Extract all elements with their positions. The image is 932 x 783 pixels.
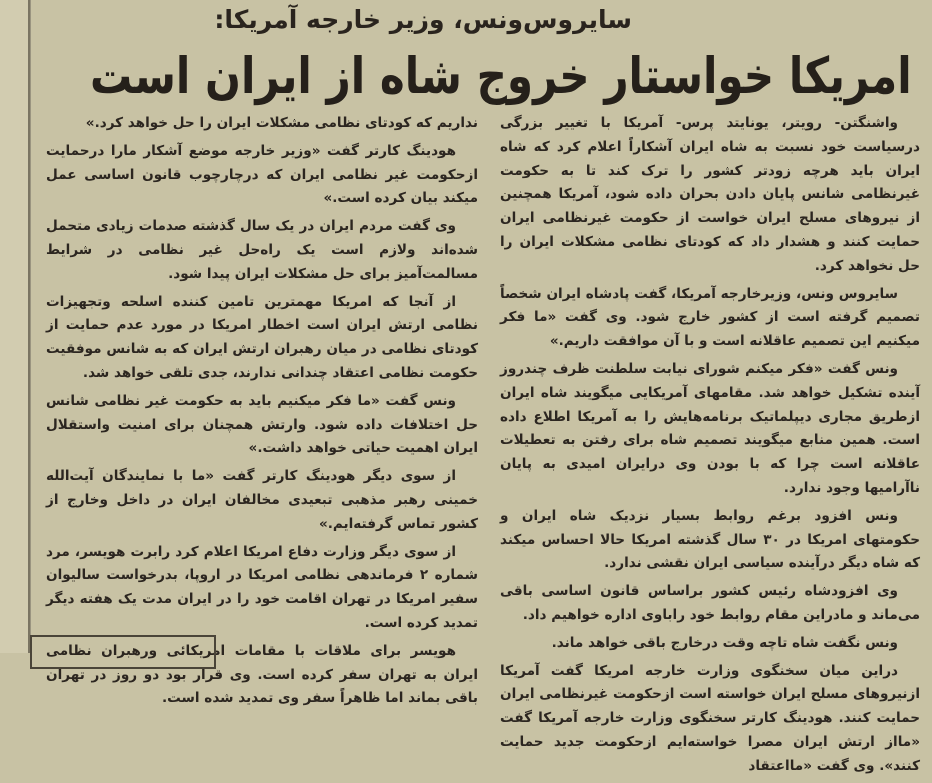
- adjacent-column-strip: [0, 0, 31, 653]
- paragraph: واشنگتن- رویتر، یونایتد پرس- آمریکا با تغییر بزرگی درسیاست خود نسبت به شاه ایران آشکاراً اعلام کرد که شاه ایران باید هرچه زودتر کشور را ترک کند تا به حکومت غیرنظامی شانس پایان دادن بحران داده شود، آمریکا همچنین از نیروهای مسلح ایران خواست از حکومت غیرنظامی ایران حمایت کنند و هشدار داد که کودتای نظامی مشکلات ایران را حل نخواهد کرد.: [500, 115, 920, 274]
- paragraph: از آنجا که امریکا مهمترین تامین کننده اسلحه وتجهیزات نظامی ارتش ایران است اخطار امریکا در مورد عدم حمایت از کودتای نظامی در میان رهبران ارتش ایران که به شانس موفقیت حکومت نظامی اعتقاد چندانی ندارند، جدی تلقی خواهد شد.: [46, 293, 478, 381]
- paragraph: ونس نگفت شاه تاچه وقت درخارج باقی خواهد ماند.: [551, 634, 898, 651]
- paragraph: ونس افزود برغم روابط بسیار نزدیک شاه ایران و حکومتهای امریکا در ۳۰ سال گذشته امریکا حالا احساس میکند که شاه دیگر درآینده سیاسی ایران نقشی ندارد.: [500, 507, 920, 572]
- paragraph: وی افزودشاه رئیس کشور براساس قانون اساسی باقی می‌ماند و مادراین مقام روابط خود راباوی اداره خواهیم داد.: [500, 583, 920, 623]
- left-column: [46, 112, 478, 715]
- paragraph: ونس گفت «فکر میکنم شورای نیابت سلطنت ظرف چندروز آینده تشکیل خواهد شد. مقامهای آمریکایی میگویند شاه ایران ازطریق مجاری دیپلماتیک برنامه‌هایش را به آمریکا اطلاع داده است. همین منابع میگویند تصمیم شاه برای رفتن به تعطیلات عاقلانه است چرا که با بودن وی درایران امیدی به پایان ناآرامیها وجود ندارد.: [500, 360, 920, 496]
- paragraph: از سوی دیگر وزارت دفاع امریکا اعلام کرد رابرت هویسر، مرد شماره ۲ فرماندهی نظامی امریکا در اروپا، بدرخواست سالیوان سفیر امریکا در تهران اقامت خود را در ایران مدت یک هفته دیگر تمدید کرده است.: [46, 543, 479, 631]
- paragraph: سایروس ونس، وزیرخارجه آمریکا، گفت پادشاه ایران شخصاً تصمیم گرفته است از کشور خارج شود. وی گفت «ما فکر میکنیم این تصمیم عاقلانه است و با آن موافقت داریم.»: [500, 285, 920, 350]
- paragraph: دراین میان سخنگوی وزارت خارجه امریکا گفت آمریکا ازنیروهای مسلح ایران خواسته است ازحکومت غیرنظامی ایران حمایت کنند. هودینگ کارتر سخنگوی وزارت خارجه آمریکا گفت «مااز ارتش ایران مصرا خواسته‌ایم ازحکومت جدید حمایت کنند». وی گفت «مااعتقاد: [500, 662, 920, 774]
- article-kicker: سایروس‌ونس، وزیر خارجه آمریکا:: [214, 5, 632, 34]
- right-column: [500, 112, 920, 783]
- paragraph: هویسر برای ملاقات با مقامات امریکائی ورهبران نظامی ایران به تهران سفر کرده است. وی قرار بود دو روز در تهران باقی بماند اما ظاهراً سفر وی تمدید شده است.: [46, 642, 478, 707]
- headline-area: [90, 44, 912, 108]
- paragraph: وی گفت مردم ایران در یک سال گذشته صدمات زیادی متحمل شده‌اند ولازم است یک راه‌حل غیر نظامی در شرایط مسالمت‌آمیز برای حل مشکلات ایران پیدا شود.: [46, 218, 478, 282]
- paragraph: هودینگ کارتر گفت «وزیر خارجه موضع آشکار مارا درحمایت ازحکومت غیر نظامی ایران که درچارچوب قانون اساسی عمل میکند بیان کرده است.»: [46, 142, 478, 207]
- next-article-box: [30, 635, 216, 669]
- paragraph: نداریم که کودتای نظامی مشکلات ایران را حل خواهد کرد.»: [85, 115, 478, 131]
- paragraph: ونس گفت «ما فکر میکنیم باید به حکومت غیر نظامی شانس حل اختلافات داده شود. وارتش همچنان برای امنیت واستقلال ایران اهمیت حیاتی خواهد داشت.»: [46, 392, 478, 457]
- column-divider: [28, 0, 30, 653]
- paragraph: از سوی دیگر هودینگ کارتر گفت «ما با نمایندگان آیت‌الله خمینی رهبر مذهبی تبعیدی مخالفان ایران در داخل وخارج از کشور تماس گرفته‌ایم.»: [46, 468, 478, 532]
- article-headline: امریکا خواستار خروج شاه از ایران است: [90, 47, 912, 105]
